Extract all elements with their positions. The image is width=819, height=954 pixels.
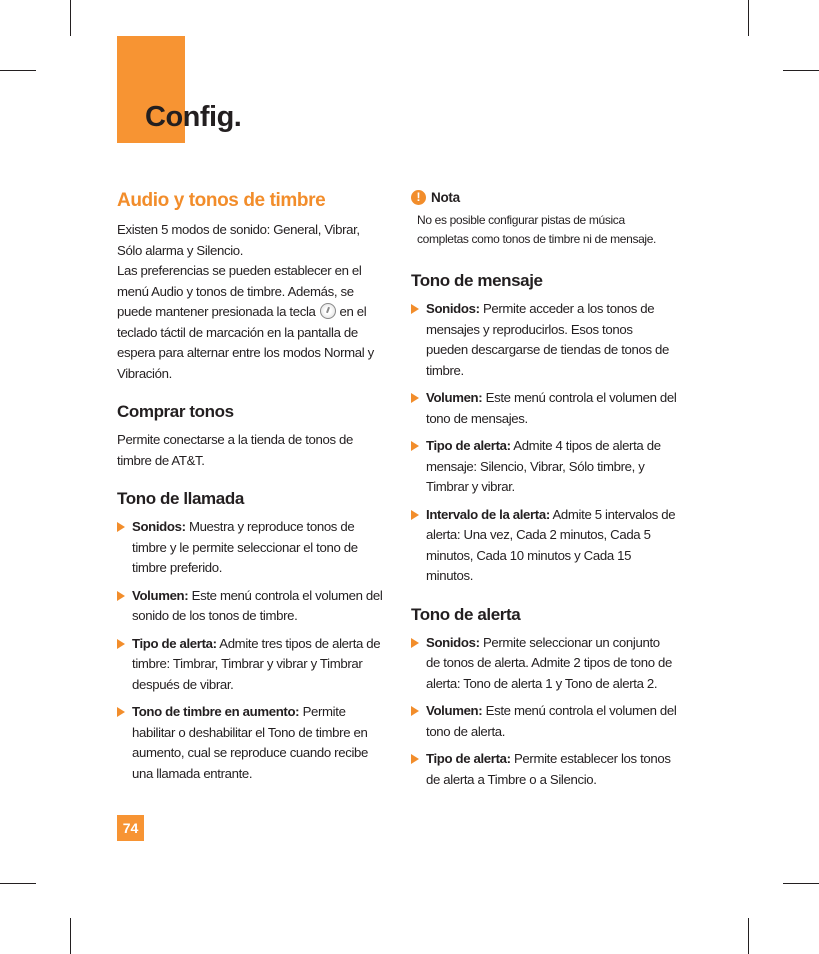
note-header xyxy=(411,190,677,205)
list-item xyxy=(411,299,677,381)
note-text: No es posible configurar pistas de música completas como tonos de timbre ni de mensaje. xyxy=(417,213,657,246)
list-item xyxy=(411,388,677,429)
section-heading-llamada: Tono de llamada xyxy=(117,489,244,508)
arrow-bullet-icon xyxy=(411,638,419,648)
crop-mark xyxy=(748,918,749,954)
item-text: Este menú controla el volumen del tono de mensajes. xyxy=(426,390,677,426)
item-term: Sonidos: xyxy=(426,301,480,316)
crop-mark xyxy=(70,0,71,36)
item-text: Permite habilitar o deshabilitar el Tono de timbre en aumento, cual se reproduce cuando recibe una llamada entrante. xyxy=(132,704,368,781)
list-item xyxy=(117,702,387,784)
item-text: Muestra y reproduce tonos de timbre y le permite seleccionar el tono de timbre preferido. xyxy=(132,519,358,575)
arrow-bullet-icon xyxy=(411,510,419,520)
item-term: Sonidos: xyxy=(132,519,186,534)
crop-mark xyxy=(748,0,749,36)
item-term: Volumen: xyxy=(426,390,483,405)
alerta-list xyxy=(411,633,677,791)
audio-paragraph-2-end: en el teclado táctil de marcación en la pantalla de espera para alternar entre los modos Normal y Vibración. xyxy=(117,304,374,381)
item-term: Intervalo de la alerta: xyxy=(426,506,550,522)
list-item xyxy=(117,517,387,579)
mensaje-list xyxy=(411,299,677,587)
section-heading-mensaje: Tono de mensaje xyxy=(411,271,543,290)
vibrate-key-icon xyxy=(320,303,336,319)
list-item xyxy=(411,633,677,695)
item-term: Tipo de alerta: xyxy=(132,635,217,651)
page-title: Config. xyxy=(145,101,242,133)
item-text: Este menú controla el volumen del sonido de los tonos de timbre. xyxy=(132,587,383,623)
section-heading-audio: Audio y tonos de timbre xyxy=(117,190,326,211)
note-title: Nota xyxy=(431,190,460,205)
comprar-text: Permite conectarse a la tienda de tonos de timbre de AT&T. xyxy=(117,432,354,468)
crop-mark xyxy=(783,70,819,71)
list-item xyxy=(411,505,677,587)
arrow-bullet-icon xyxy=(411,706,419,716)
list-item xyxy=(411,749,677,790)
item-text: Admite 5 intervalos de alerta: Una vez, Cada 2 minutos, Cada 5 minutos, Cada 10 minutos y Cada 15 minutos. xyxy=(426,506,676,583)
right-column xyxy=(411,190,677,797)
crop-mark xyxy=(783,883,819,884)
audio-paragraph-1: Existen 5 modos de sonido: General, Vibrar, Sólo alarma y Silencio. xyxy=(117,222,360,258)
page-number: 74 xyxy=(117,815,144,841)
item-text: Permite seleccionar un conjunto de tonos de alerta. Admite 2 tipos de tono de alerta: Tono de alerta 1 y Tono de alerta 2. xyxy=(426,634,672,691)
item-term: Volumen: xyxy=(426,703,483,718)
section-heading-comprar: Comprar tonos xyxy=(117,402,234,421)
arrow-bullet-icon xyxy=(117,639,125,649)
item-text: Este menú controla el volumen del tono de alerta. xyxy=(426,703,677,739)
arrow-bullet-icon xyxy=(117,591,125,601)
item-text: Permite acceder a los tonos de mensajes y reproducirlos. Esos tonos pueden descargarse de tiendas de tonos de timbre. xyxy=(426,301,669,378)
item-term: Tipo de alerta: xyxy=(426,438,511,453)
list-item xyxy=(411,701,677,742)
arrow-bullet-icon xyxy=(117,707,125,717)
section-heading-alerta: Tono de alerta xyxy=(411,604,521,624)
crop-mark xyxy=(0,70,36,71)
crop-mark xyxy=(0,883,36,884)
list-item xyxy=(411,436,677,498)
crop-mark xyxy=(70,918,71,954)
audio-paragraph-2-start: Las preferencias se pueden establecer en el menú Audio y tonos de timbre. Además, se puede mantener presionada la tecla xyxy=(117,263,362,319)
arrow-bullet-icon xyxy=(411,393,419,403)
list-item xyxy=(117,634,387,696)
arrow-bullet-icon xyxy=(117,522,125,532)
item-text: Permite establecer los tonos de alerta a Timbre o a Silencio. xyxy=(426,751,671,787)
item-term: Tono de timbre en aumento: xyxy=(132,704,300,719)
item-term: Tipo de alerta: xyxy=(426,751,511,766)
list-item xyxy=(117,586,387,627)
arrow-bullet-icon xyxy=(411,754,419,764)
item-text: Admite tres tipos de alerta de timbre: Timbrar, Timbrar y vibrar y Timbrar después de vibrar. xyxy=(132,635,381,692)
item-term: Volumen: xyxy=(132,587,189,603)
arrow-bullet-icon xyxy=(411,304,419,314)
llamada-list xyxy=(117,517,387,784)
left-column xyxy=(117,190,387,791)
audio-paragraph-2 xyxy=(117,261,387,384)
warning-icon: ! xyxy=(411,190,426,205)
arrow-bullet-icon xyxy=(411,441,419,451)
item-text: Admite 4 tipos de alerta de mensaje: Silencio, Vibrar, Sólo timbre, y Timbrar y vibrar. xyxy=(426,438,661,494)
item-term: Sonidos: xyxy=(426,634,480,650)
